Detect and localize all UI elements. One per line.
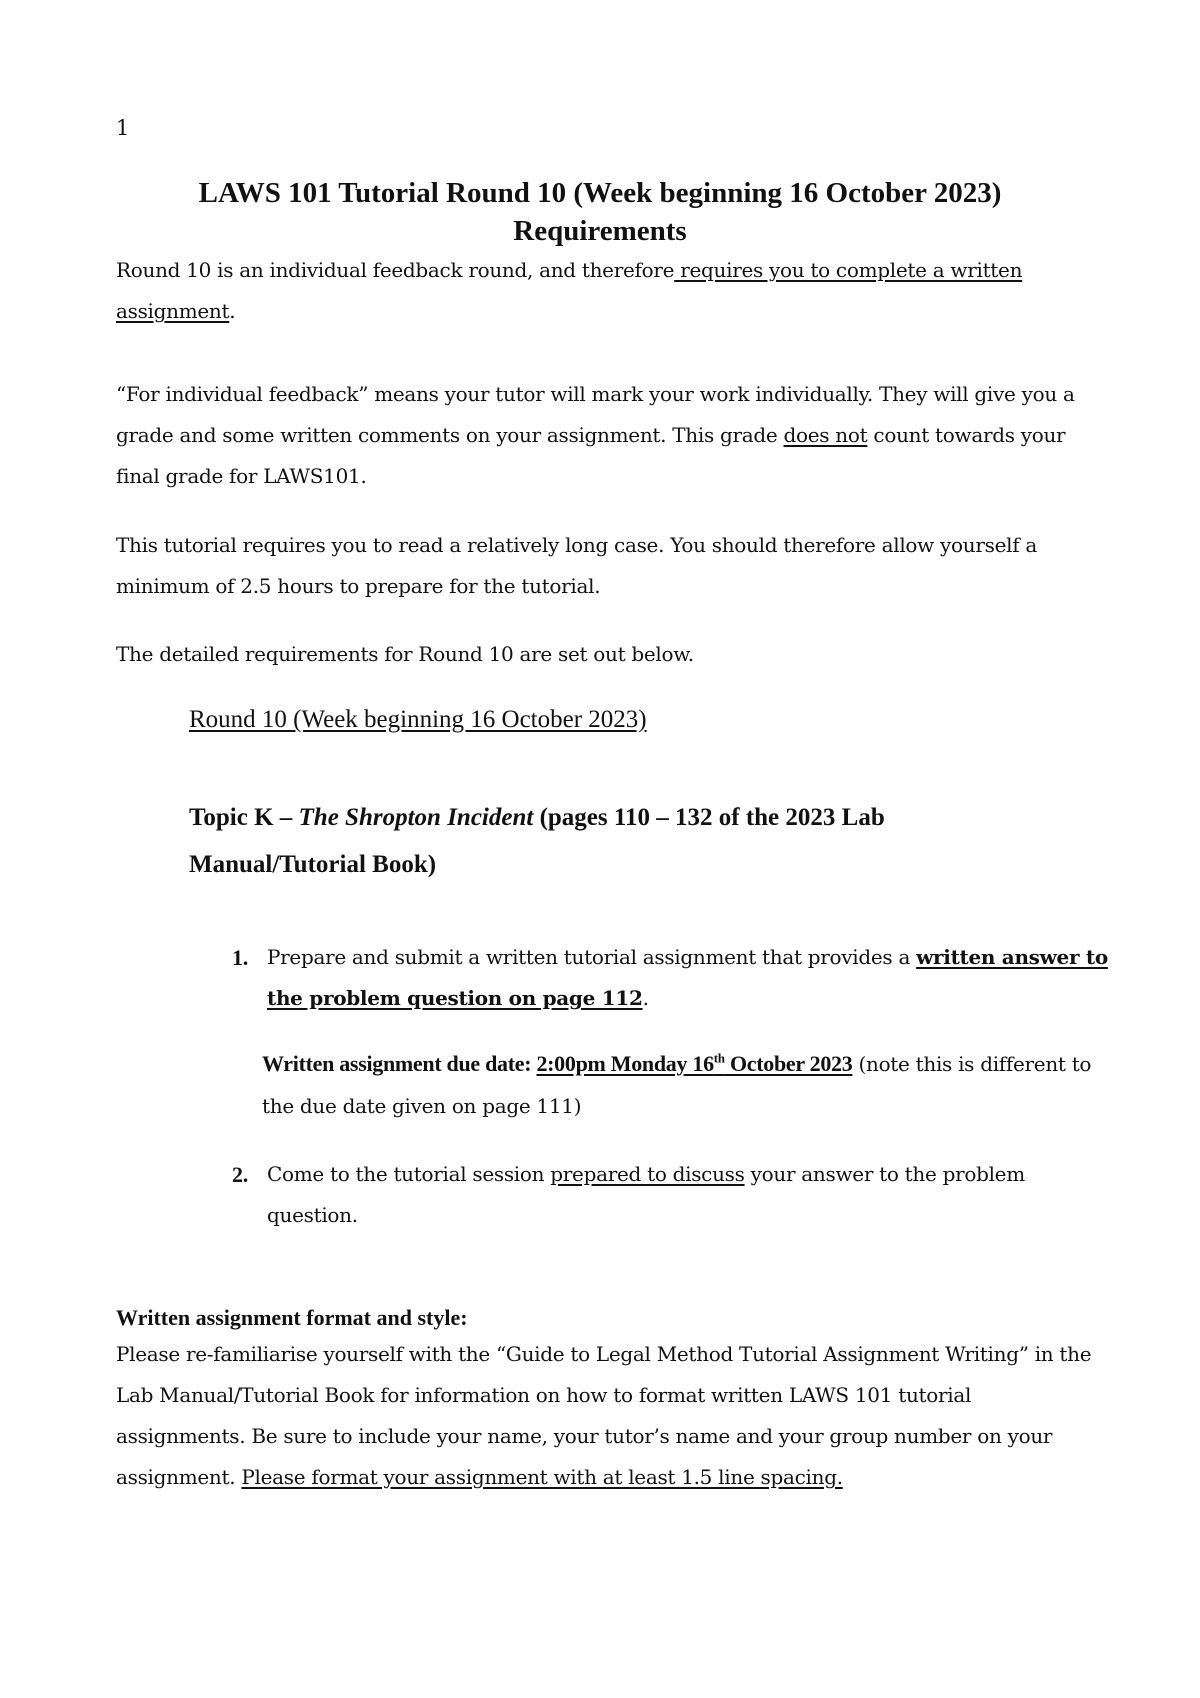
intro-p2-text: “For individual feedback” means your tutor will mark your work individually. They will give you a grade and some written comments on your assignment. This grade: [116, 382, 1075, 447]
item-2-number: 2.: [232, 1162, 248, 1187]
item-2-underlined: prepared to discuss: [550, 1162, 745, 1186]
title-line-2: Requirements: [513, 215, 687, 247]
format-paragraph: [116, 1334, 1106, 1498]
format-text: Please re-familiarise yourself with the “Guide to Legal Method Tutorial Assignment Writing” in the Lab Manual/Tutorial Book for information on how to format written LAWS 101 tutorial assignments. Be sure to include your name, your tutor’s name and your group number on your assignment.: [116, 1342, 1092, 1489]
topic-label: Topic K –: [189, 804, 299, 831]
due-date-label: Written assignment due date:: [262, 1051, 537, 1076]
topic-heading: [189, 794, 989, 888]
round-heading: [189, 703, 647, 737]
topic-case-name: The Shropton Incident: [298, 804, 534, 831]
due-date-remark: (note this is different to the due date given on page 111): [262, 1052, 1092, 1118]
due-date-value: 2:00pm Monday 16: [536, 1051, 714, 1076]
intro-paragraph-3: This tutorial requires you to read a relatively long case. You should therefore allow yourself a minimum of 2.5 hours to prepare for the tutorial.: [116, 533, 1038, 598]
item-1-emphasis: written answer to the problem question on page 112: [267, 945, 1108, 1010]
intro-paragraph-4: The detailed requirements for Round 10 are set out below.: [116, 642, 694, 666]
intro-p1-underlined: requires you to complete a written assignment: [116, 258, 1023, 323]
item-1-text-a: Prepare and submit a written tutorial assignment that provides a: [267, 945, 917, 969]
due-date-sup: th: [713, 1050, 725, 1066]
intro-p1-end: .: [229, 299, 236, 323]
topic-pages: (pages 110 – 132 of the 2023 Lab Manual/Tutorial Book): [189, 804, 885, 878]
intro-p1-text: Round 10 is an individual feedback round, and therefore: [116, 258, 675, 282]
item-1-number: 1.: [232, 945, 248, 970]
intro-p2-underlined: does not: [783, 423, 868, 447]
intro-paragraph-1: [116, 250, 1106, 332]
item-2-text-end: your answer to the problem question.: [267, 1162, 1025, 1227]
due-date-month: October 2023: [724, 1051, 853, 1076]
intro-p2-end: count towards your final grade for LAWS101.: [116, 423, 1066, 488]
page-title: [0, 174, 1200, 250]
format-underlined: Please format your assignment with at least 1.5 line spacing.: [241, 1465, 843, 1489]
item-2-text-a: Come to the tutorial session: [267, 1162, 551, 1186]
due-date-note: [262, 1043, 1112, 1127]
item-1-text: [267, 937, 1112, 1019]
item-2-text: [267, 1154, 1112, 1236]
title-line-1: LAWS 101 Tutorial Round 10 (Week beginning 16 October 2023): [198, 177, 1002, 209]
format-heading: Written assignment format and style:: [116, 1305, 468, 1330]
intro-paragraph-2: [116, 374, 1106, 497]
item-1-text-end: .: [642, 986, 649, 1010]
round-heading-text: Round 10 (Week beginning 16 October 2023): [189, 706, 647, 733]
page-number: 1: [116, 116, 130, 140]
